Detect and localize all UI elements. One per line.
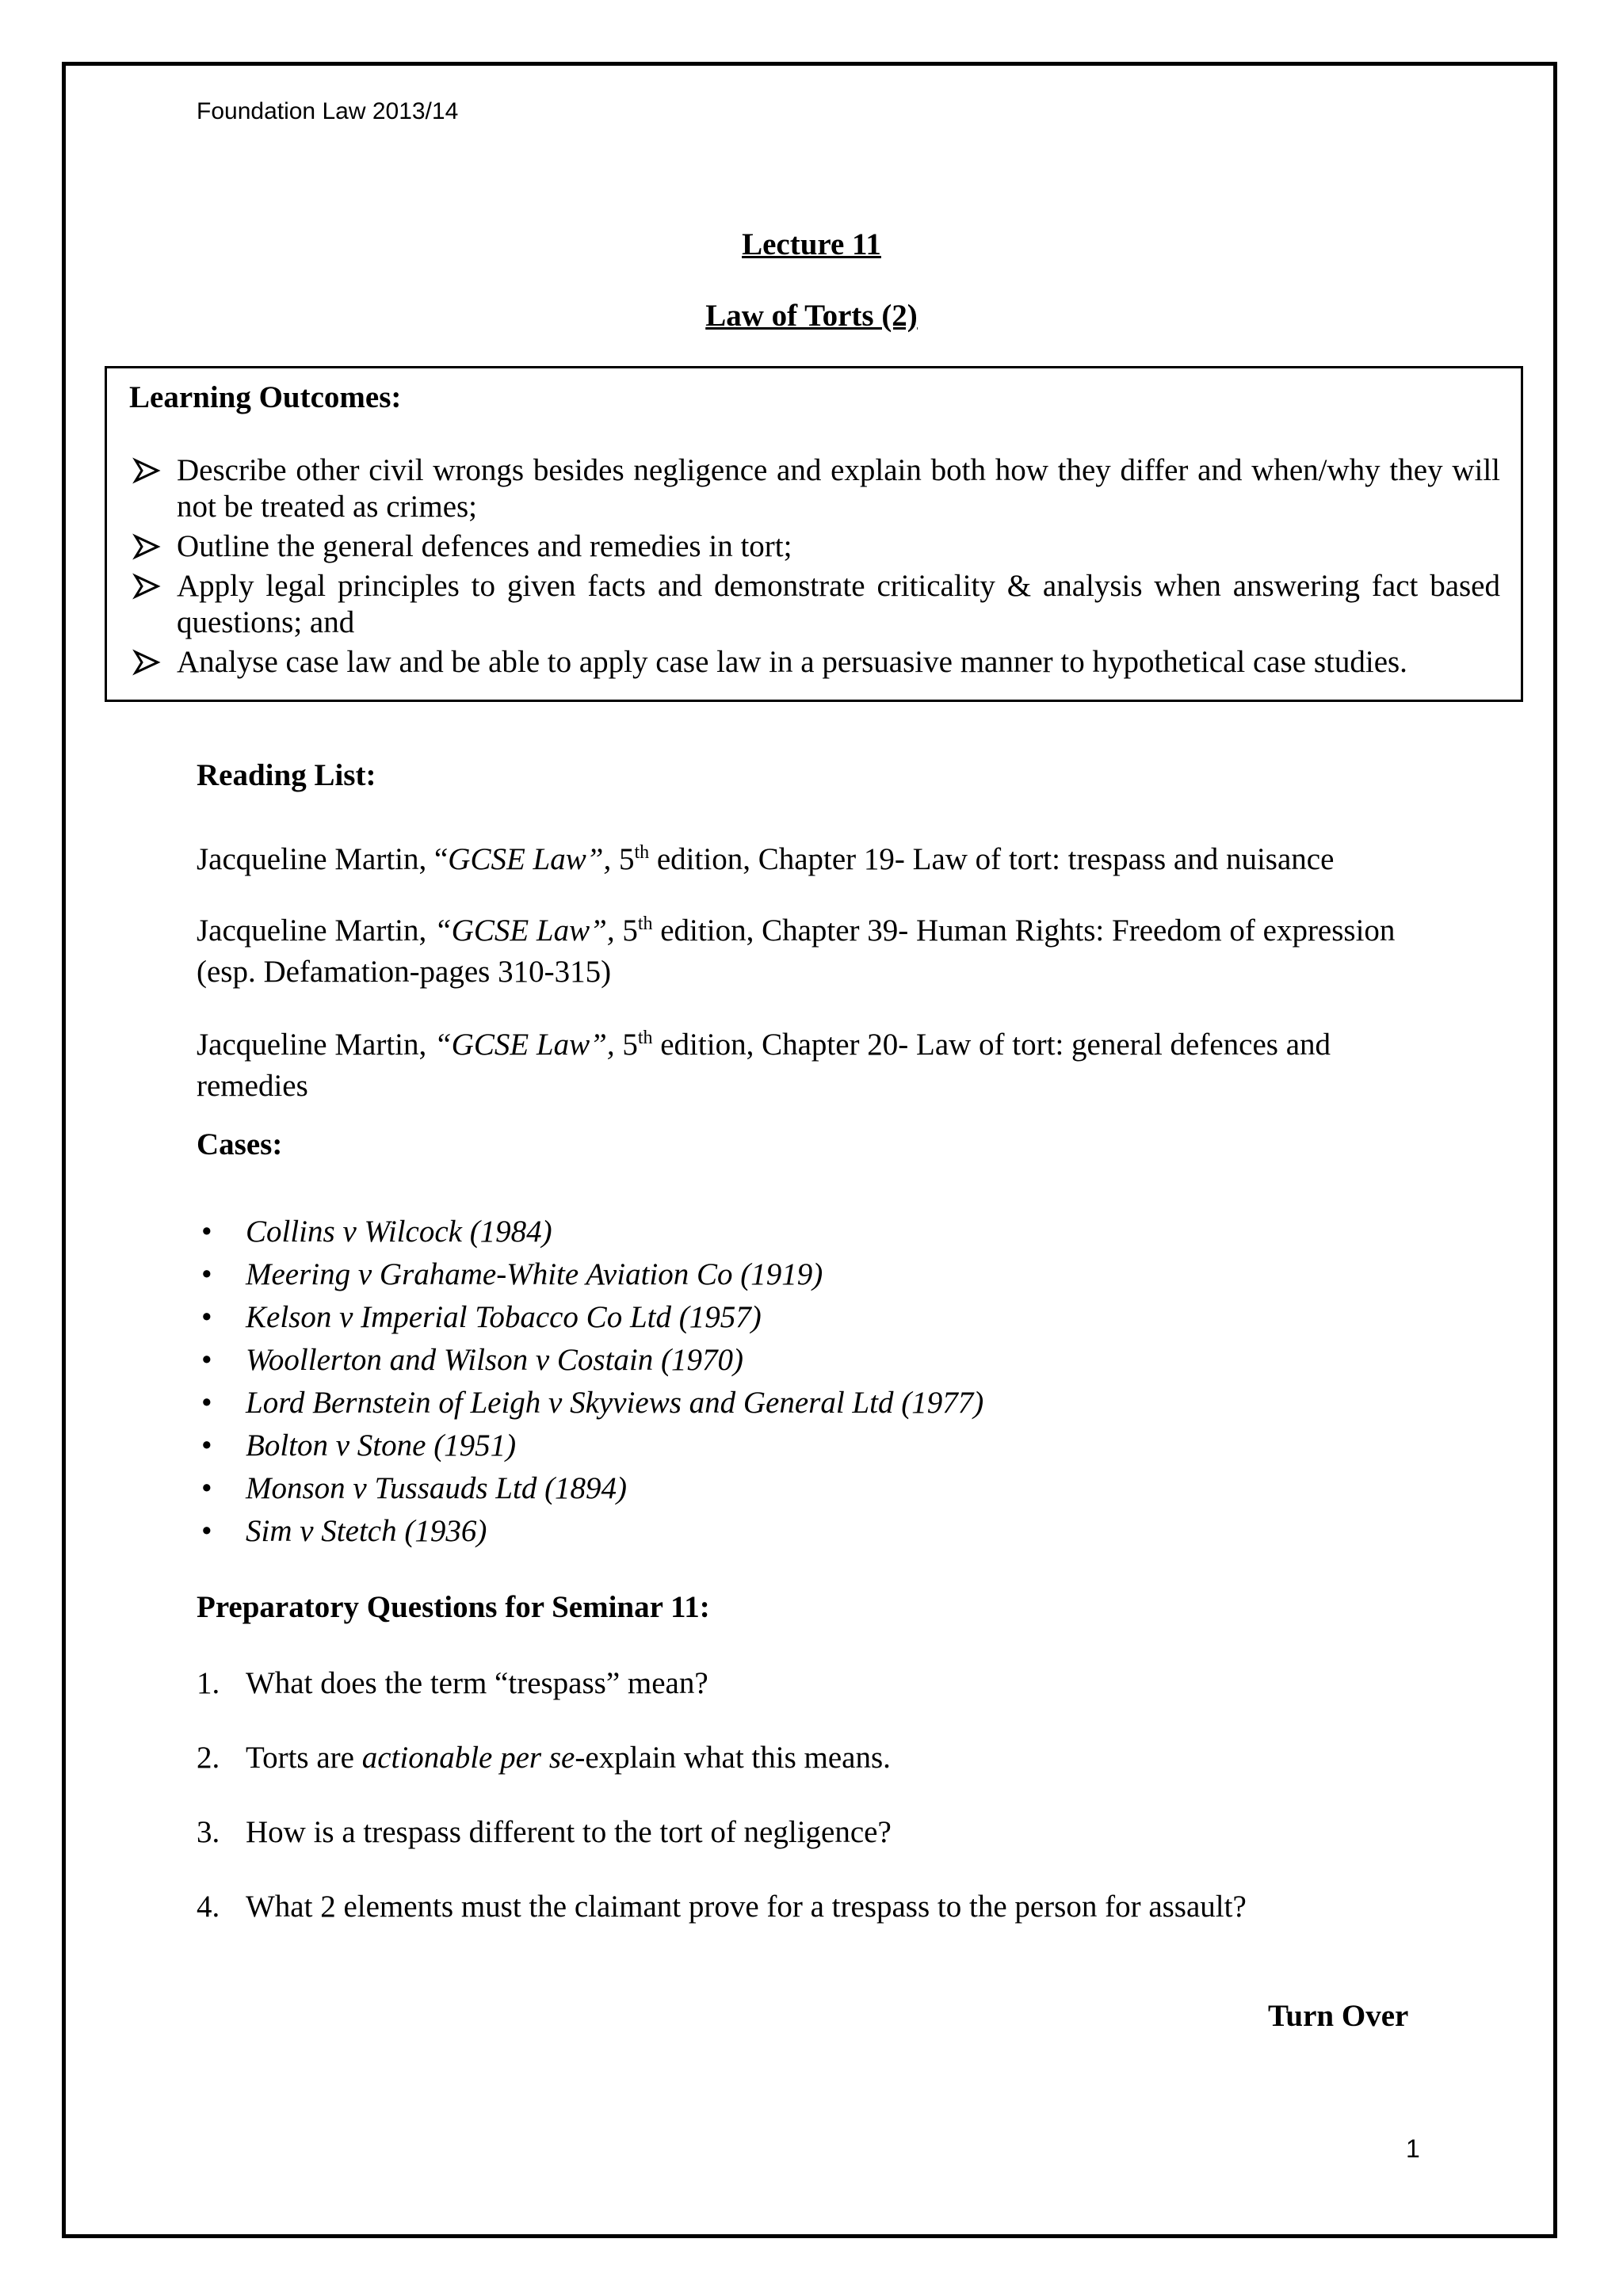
question-item: 4. What 2 elements must the claimant prove for a trespass to the person for assault? [197, 1890, 1247, 1924]
questions-title: Preparatory Questions for Seminar 11: [197, 1590, 710, 1624]
case-item: • Lord Bernstein of Leigh v Skyviews and General Ltd (1977) [197, 1382, 983, 1425]
lecture-subtitle: Law of Torts (2) [705, 299, 918, 333]
bullet-icon: • [201, 1386, 212, 1420]
bullet-icon: • [201, 1514, 212, 1548]
turn-over-note: Turn Over [1268, 1999, 1409, 2033]
reading-item: Jacqueline Martin, “GCSE Law”, 5th edition, Chapter 39- Human Rights: Freedom of expression (esp. Defamation-pages 310-315) [197, 913, 1396, 989]
bullet-icon: • [201, 1428, 212, 1463]
learning-outcomes-box [105, 366, 1523, 702]
reading-list-title: Reading List: [197, 758, 376, 792]
outcome-item: Outline the general defences and remedies in tort; [129, 528, 1500, 565]
page-number: 1 [1406, 2134, 1420, 2163]
arrow-bullet-icon [129, 568, 164, 605]
arrow-bullet-icon [129, 452, 164, 489]
case-item: • Meering v Grahame-White Aviation Co (1919) [197, 1253, 983, 1296]
case-item: • Woollerton and Wilson v Costain (1970) [197, 1339, 983, 1382]
bullet-icon: • [201, 1343, 212, 1377]
case-item: • Collins v Wilcock (1984) [197, 1211, 983, 1253]
case-item: • Bolton v Stone (1951) [197, 1425, 983, 1467]
question-item: 2. Torts are actionable per se-explain what this means. [197, 1741, 891, 1775]
question-item: 1. What does the term “trespass” mean? [197, 1666, 708, 1700]
case-item: • Monson v Tussauds Ltd (1894) [197, 1467, 983, 1510]
outcome-item: Describe other civil wrongs besides negligence and explain both how they differ and when/why they will not be treated as crimes; [129, 452, 1500, 525]
cases-title: Cases: [197, 1127, 283, 1161]
case-item: • Kelson v Imperial Tobacco Co Ltd (1957) [197, 1296, 983, 1339]
reading-item: Jacqueline Martin, “GCSE Law”, 5th edition, Chapter 20- Law of tort: general defences and remedies [197, 1028, 1331, 1103]
question-item: 3. How is a trespass different to the tort of negligence? [197, 1815, 892, 1849]
bullet-icon: • [201, 1300, 212, 1334]
reading-item: Jacqueline Martin, “GCSE Law”, 5th edition, Chapter 19- Law of tort: trespass and nuisance [197, 842, 1335, 876]
bullet-icon: • [201, 1471, 212, 1505]
outcome-item: Apply legal principles to given facts and demonstrate criticality & analysis when answering fact based questions; and [129, 568, 1500, 641]
case-item: • Sim v Stetch (1936) [197, 1510, 983, 1553]
arrow-bullet-icon [129, 644, 164, 681]
course-header: Foundation Law 2013/14 [197, 98, 459, 124]
learning-outcomes-list [129, 452, 1500, 684]
lecture-title: Lecture 11 [742, 227, 881, 261]
learning-outcomes-title: Learning Outcomes: [129, 380, 402, 414]
cases-list [197, 1211, 983, 1553]
bullet-icon: • [201, 1257, 212, 1291]
outcome-item: Analyse case law and be able to apply case law in a persuasive manner to hypothetical case studies. [129, 644, 1500, 681]
bullet-icon: • [201, 1215, 212, 1249]
arrow-bullet-icon [129, 528, 164, 565]
